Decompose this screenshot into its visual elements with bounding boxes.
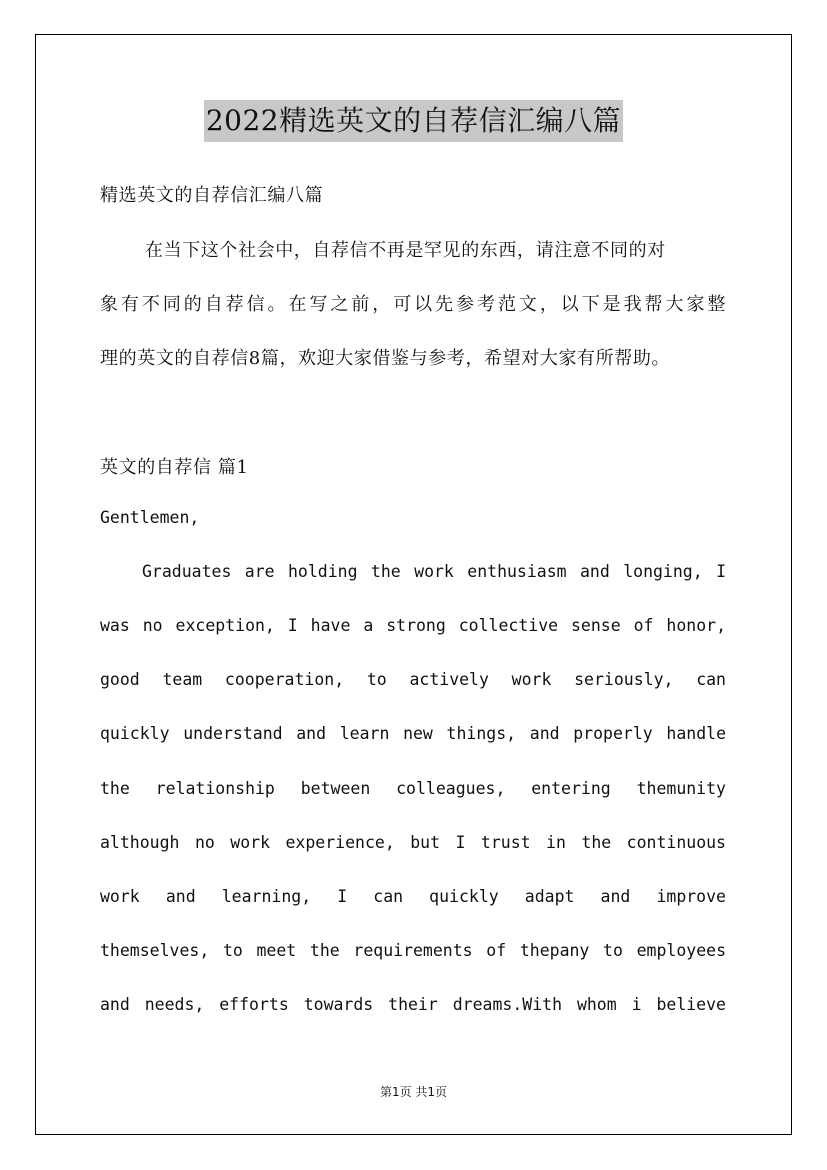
body-line-8: themselves, to meet the requirements of thepany to employees [100,941,726,960]
document-subtitle: 精选英文的自荐信汇编八篇 [100,185,324,206]
body-line-9: and needs, efforts towards their dreams.With whom i believe [100,995,726,1014]
intro-line-1: 在当下这个社会中，自荐信不再是罕见的东西，请注意不同的对 [145,240,666,261]
body-line-3: good team cooperation, to actively work seriously, can [100,670,726,689]
intro-line-3: 理的英文的自荐信8篇，欢迎大家借鉴与参考，希望对大家有所帮助。 [100,348,671,369]
page-footer: 第1页 共1页 [379,1085,448,1099]
body-line-5: the relationship between colleagues, entering themunity [100,779,726,798]
intro-line-2: 象有不同的自荐信。在写之前，可以先参考范文，以下是我帮大家整 [100,294,726,315]
body-line-4: quickly understand and learn new things, and properly handle [100,724,726,743]
section-heading: 英文的自荐信 篇1 [100,457,249,478]
body-line-1: Graduates are holding the work enthusiasm and longing, I [142,562,726,581]
body-line-2: was no exception, I have a strong collective sense of honor, [100,616,726,635]
document-title: 2022精选英文的自荐信汇编八篇 [204,100,623,142]
body-line-6: although no work experience, but I trust in the continuous [100,833,726,852]
body-line-7: work and learning, I can quickly adapt and improve [100,887,726,906]
title-container [0,100,827,142]
letter-salutation: Gentlemen, [100,508,200,527]
